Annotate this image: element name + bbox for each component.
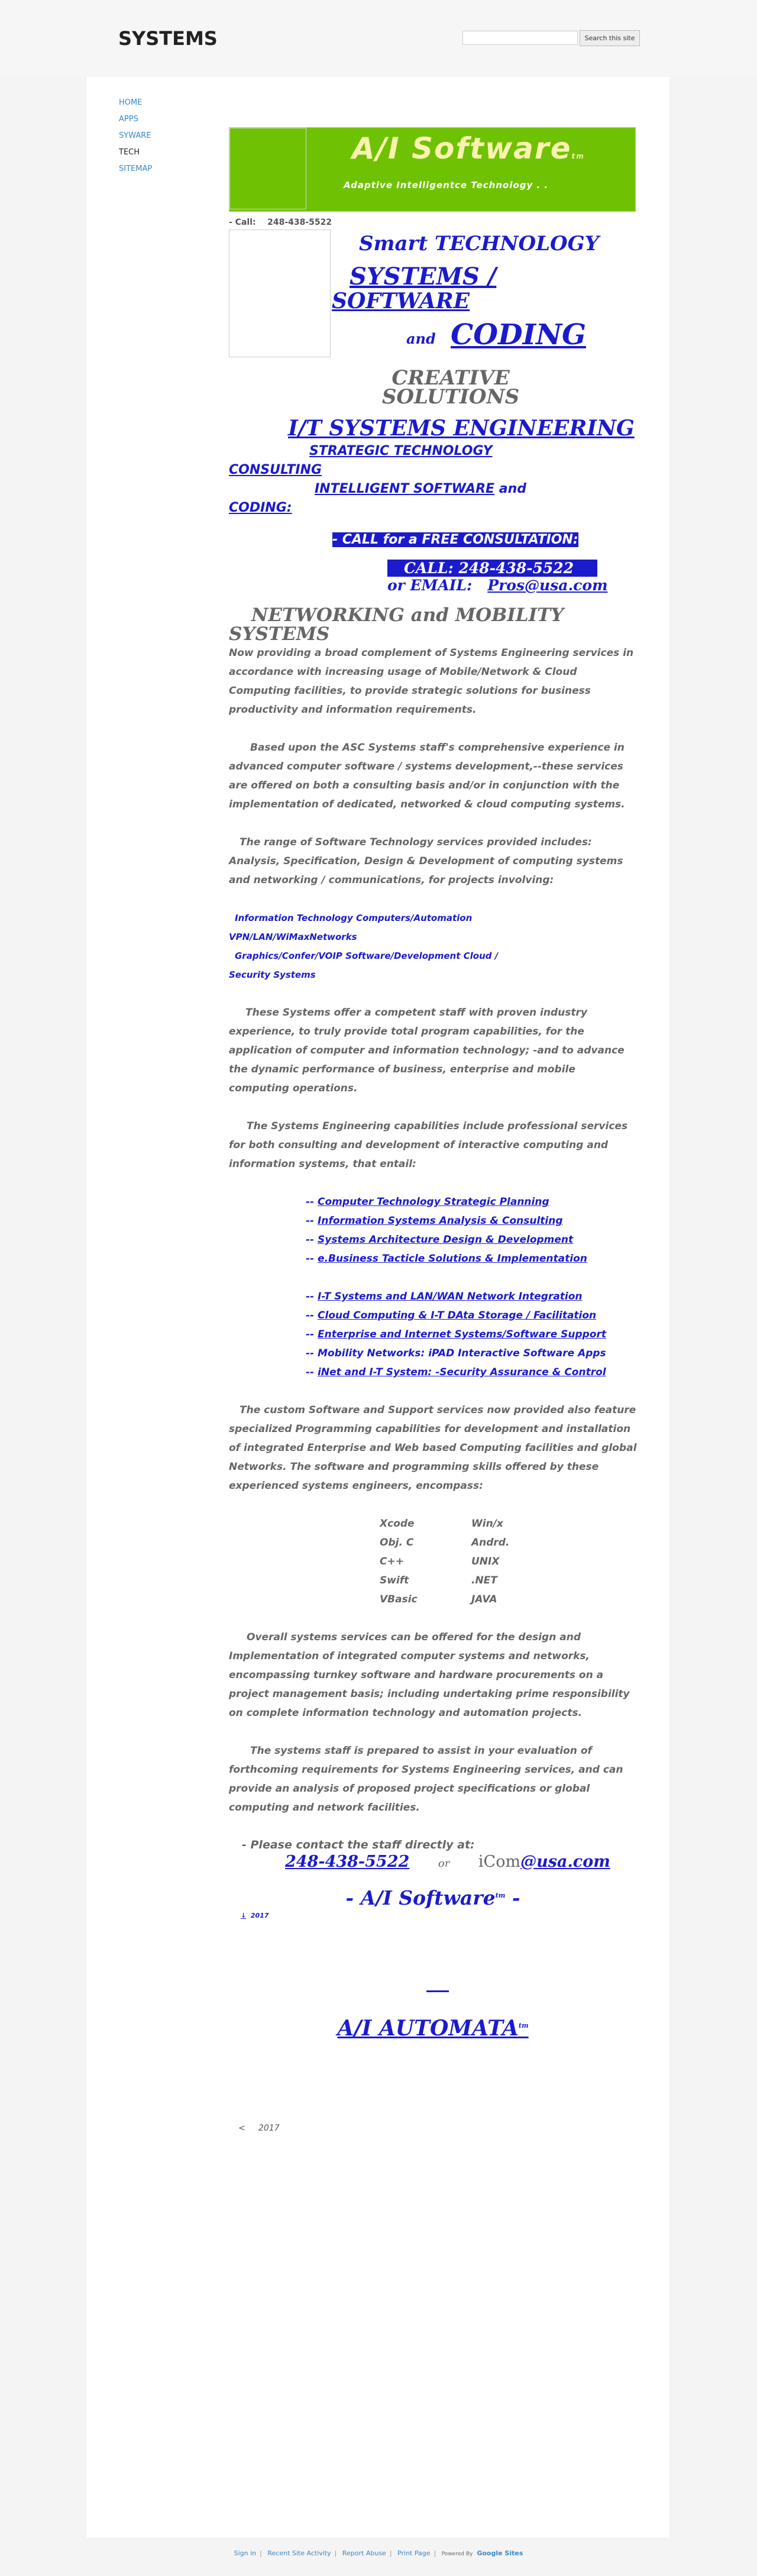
footer-brand-text: - A/I Software bbox=[345, 1886, 496, 1909]
main-content bbox=[229, 127, 637, 2133]
sign-in-link[interactable]: Sign in bbox=[234, 2549, 257, 2557]
sidebar-item-tech[interactable]: TECH bbox=[119, 148, 140, 157]
automata-brand-link[interactable] bbox=[229, 2016, 637, 2041]
capability-link[interactable]: Systems Architecture Design & Development bbox=[318, 1234, 574, 1246]
list-item: -- Information Systems Analysis & Consulting bbox=[306, 1215, 563, 1227]
language-cell: UNIX bbox=[471, 1556, 500, 1567]
language-cell: Swift bbox=[380, 1575, 409, 1586]
capability-link[interactable]: Cloud Computing & I-T DAta Storage / Facilitation bbox=[318, 1310, 597, 1321]
paragraph-competent-staff: These Systems offer a competent staff with proven industry experience, to truly provide total program capabilities, for the application of computer and information technology; -and to advance the dynamic performance of business, enterprise and mobile computing operations. bbox=[229, 1007, 625, 1094]
list-item: -- e.Business Tacticle Solutions & Implementation bbox=[306, 1253, 587, 1265]
trademark-mark: tm bbox=[495, 1892, 506, 1899]
list-item: -- Systems Architecture Design & Development bbox=[306, 1234, 574, 1246]
hero-smart-technology: Smart TECHNOLOGY bbox=[359, 232, 599, 256]
search-button[interactable]: Search this site bbox=[580, 30, 640, 46]
contact-label: - Please contact the staff directly at: bbox=[242, 1838, 475, 1851]
cta-call-box[interactable]: CALL: 248-438-5522 bbox=[387, 560, 597, 577]
language-cell: C++ bbox=[380, 1556, 404, 1567]
cta-email-line bbox=[387, 577, 637, 594]
page-container bbox=[87, 77, 669, 2538]
call-phone: 248-438-5522 bbox=[267, 218, 332, 227]
capabilities-list bbox=[229, 1192, 637, 1382]
language-cell: JAVA bbox=[471, 1594, 497, 1605]
table-row bbox=[380, 1590, 637, 1609]
site-footer: Sign in | Recent Site Activity | Report Abuse | Print Page | Powered By Google Sites bbox=[234, 2549, 523, 2557]
strategic-tech-link[interactable]: STRATEGIC TECHNOLOGY bbox=[309, 444, 493, 458]
capability-link[interactable]: iNet and I-T System: -Security Assurance & Control bbox=[318, 1366, 606, 1378]
paragraph-range: The range of Software Technology services provided includes: Analysis, Specification, Design & Development of computing systems and networking / communications, for projects involving: bbox=[229, 836, 623, 886]
powered-by-label: Powered By bbox=[441, 2551, 473, 2557]
services-line-1: Information Technology Computers/Automation bbox=[235, 913, 473, 923]
creative-solutions-heading bbox=[264, 366, 637, 409]
left-arrow-icon[interactable]: < bbox=[238, 2123, 245, 2133]
services-line-2: VPN/LAN/WiMaxNetworks bbox=[229, 932, 357, 942]
services-line-4: Security Systems bbox=[229, 969, 316, 980]
intelligent-software-link[interactable]: INTELLIGENT SOFTWARE bbox=[315, 481, 495, 496]
services-line-3: Graphics/Confer/VOIP Software/Development Cloud / bbox=[235, 951, 499, 961]
capability-link[interactable]: Computer Technology Strategic Planning bbox=[318, 1196, 549, 1208]
table-row bbox=[380, 1552, 637, 1571]
creative-line: CREATIVE bbox=[392, 366, 510, 390]
hero-software: SOFTWARE bbox=[332, 289, 470, 313]
site-header bbox=[0, 0, 757, 77]
hero-section bbox=[229, 230, 637, 363]
banner-tagline: Adaptive Intelligentce Technology . . bbox=[344, 180, 549, 190]
tiny-year: 2017 bbox=[250, 1912, 269, 1919]
strategic-and: and bbox=[499, 481, 527, 496]
list-item: -- Cloud Computing & I-T DAta Storage / Facilitation bbox=[306, 1310, 597, 1321]
language-cell: .NET bbox=[471, 1575, 497, 1586]
language-cell: VBasic bbox=[380, 1594, 418, 1605]
cta-email-link[interactable]: Pros@usa.com bbox=[487, 577, 608, 594]
list-item: -- Mobility Networks: iPAD Interactive Software Apps bbox=[306, 1347, 606, 1359]
list-item: -- I-T Systems and LAN/WAN Network Integration bbox=[306, 1291, 583, 1302]
call-line bbox=[229, 218, 637, 227]
strategic-consulting bbox=[229, 442, 637, 518]
systems-line: SYSTEMS bbox=[229, 623, 330, 645]
google-sites-link[interactable]: Google Sites bbox=[477, 2549, 523, 2557]
paragraph-evaluation: The systems staff is prepared to assist in your evaluation of forthcoming requirements for Systems Engineering services, and can provide an analysis of proposed project specifications or global computing and network facilities. bbox=[229, 1745, 623, 1814]
cta-call-line bbox=[229, 560, 637, 577]
banner-image-placeholder bbox=[229, 128, 306, 209]
capability-link[interactable]: Enterprise and Internet Systems/Software Support bbox=[318, 1329, 607, 1340]
call-label: - Call: bbox=[229, 218, 256, 227]
language-cell: Obj. C bbox=[380, 1537, 414, 1549]
paragraph-custom-software: The custom Software and Support services now provided also feature specialized Programming capabilities for development and installation of integrated Enterprise and Web based Computing facilities and global Networks. The software and programming skills offered by these experienced systems engineers, encompass: bbox=[229, 1404, 637, 1492]
recent-activity-link[interactable]: Recent Site Activity bbox=[267, 2549, 331, 2557]
arrow-down-icon[interactable]: ↓ bbox=[241, 1912, 247, 1919]
sidebar-item-sitemap[interactable]: SITEMAP bbox=[119, 164, 153, 173]
list-item: -- iNet and I-T System: -Security Assurance & Control bbox=[306, 1366, 606, 1378]
paragraph-intro: Now providing a broad complement of Systems Engineering services in accordance with increasing usage of Mobile/Network & Cloud Computing facilities, to provide strategic solutions for business productivity and information requirements. bbox=[229, 647, 634, 716]
capability-text: Mobility Networks: iPAD Interactive Software Apps bbox=[318, 1347, 606, 1359]
solutions-line: SOLUTIONS bbox=[381, 385, 520, 409]
automata-text: A/I AUTOMATA bbox=[337, 2016, 519, 2041]
consulting-link[interactable]: CONSULTING bbox=[229, 463, 322, 477]
print-page-link[interactable]: Print Page bbox=[397, 2549, 431, 2557]
contact-or: or bbox=[438, 1857, 450, 1870]
language-cell: Andrd. bbox=[471, 1537, 510, 1549]
report-abuse-link[interactable]: Report Abuse bbox=[342, 2549, 386, 2557]
tiny-year-line bbox=[241, 1912, 637, 1919]
language-cell: Win/x bbox=[471, 1518, 503, 1530]
sidebar-item-home[interactable]: HOME bbox=[119, 98, 143, 107]
tiny-year-line-2 bbox=[238, 2123, 637, 2133]
it-eng-text: I/T SYSTEMS ENGINEERING bbox=[288, 416, 635, 441]
networking-mobility-heading bbox=[229, 606, 637, 644]
services-list bbox=[229, 909, 637, 984]
language-cell: Xcode bbox=[380, 1518, 415, 1530]
site-title[interactable]: SYSTEMS bbox=[118, 27, 218, 50]
coding-link[interactable]: CODING: bbox=[229, 500, 292, 515]
banner bbox=[229, 127, 636, 212]
sidebar-item-apps[interactable]: APPS bbox=[119, 115, 138, 124]
footer-brand-dash: - bbox=[505, 1886, 520, 1909]
hero-image-placeholder bbox=[229, 230, 331, 357]
table-row bbox=[380, 1533, 637, 1552]
free-consultation-text: - CALL for a FREE CONSULTATION: bbox=[332, 532, 578, 547]
capability-link[interactable]: I-T Systems and LAN/WAN Network Integration bbox=[318, 1291, 583, 1302]
contact-icom-link[interactable]: @usa.com bbox=[520, 1853, 610, 1871]
contact-icom: iCom bbox=[478, 1853, 521, 1871]
it-systems-engineering-link[interactable] bbox=[229, 417, 637, 439]
trademark-mark: tm bbox=[571, 152, 585, 160]
contact-line bbox=[229, 1853, 637, 1871]
search-input[interactable] bbox=[462, 31, 578, 45]
free-consultation-banner bbox=[229, 531, 637, 550]
table-row bbox=[380, 1571, 637, 1590]
table-row bbox=[380, 1514, 637, 1533]
hero-systems: SYSTEMS / bbox=[350, 263, 497, 290]
paragraph-overall: Overall systems services can be offered for the design and Implementation of integrated computer systems and networks, encompassing turnkey software and hardware procurements on a project management basis; including undertaking prime responsibility on complete information technology and automation projects. bbox=[229, 1631, 630, 1719]
capability-link[interactable]: e.Business Tacticle Solutions & Implementation bbox=[318, 1253, 587, 1265]
hero-and: and bbox=[406, 330, 436, 347]
list-item: -- Computer Technology Strategic Planning bbox=[306, 1196, 549, 1208]
trademark-mark: tm bbox=[518, 2022, 529, 2029]
cta-email-label: or EMAIL: bbox=[387, 577, 473, 594]
paragraph-capabilities: The Systems Engineering capabilities include professional services for both consulting and development of interactive computing and information systems, that entail: bbox=[229, 1120, 628, 1170]
footer-brand bbox=[229, 1886, 637, 1909]
languages-table bbox=[380, 1514, 637, 1609]
capability-link[interactable]: Information Systems Analysis & Consulting bbox=[318, 1215, 563, 1227]
banner-title: A/I Softwaretm bbox=[352, 131, 585, 166]
sidebar-nav bbox=[119, 95, 190, 177]
contact-phone-link[interactable]: 248-438-5522 bbox=[285, 1853, 410, 1871]
sidebar-item-syware[interactable]: SYWARE bbox=[119, 131, 151, 140]
networking-line: NETWORKING and MOBILITY bbox=[251, 605, 564, 626]
tiny-year-2: 2017 bbox=[258, 2123, 280, 2133]
list-item: -- Enterprise and Internet Systems/Software Support bbox=[306, 1329, 607, 1340]
hero-coding: CODING bbox=[451, 318, 586, 351]
paragraph-asc-staff: Based upon the ASC Systems staff's comprehensive experience in advanced computer software / systems development,--these services are offered on both a consulting basis and/or in conjunction with the implementation of dedicated, networked & cloud computing systems. bbox=[229, 742, 625, 810]
